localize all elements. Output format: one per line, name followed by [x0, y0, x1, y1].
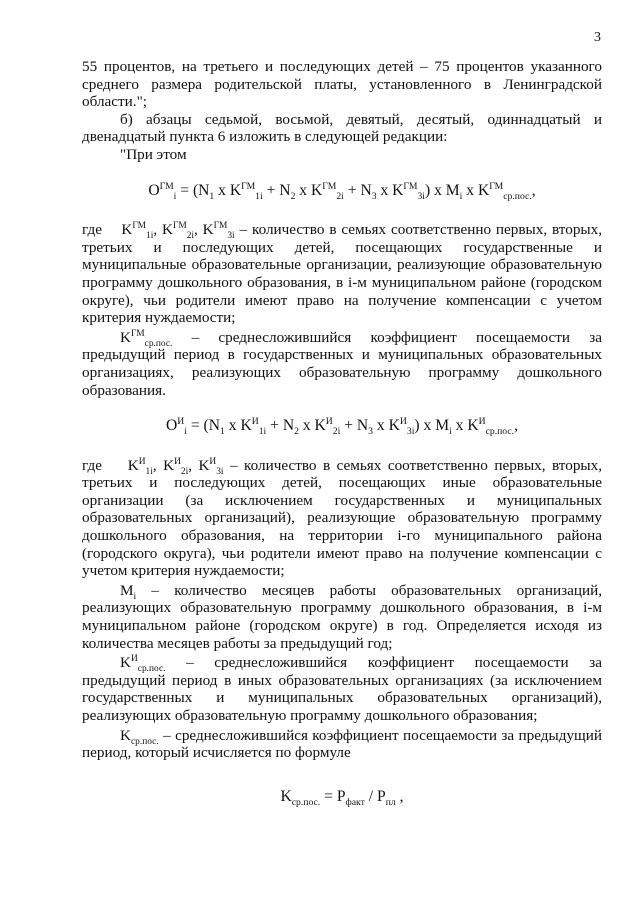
- definition-5: $K^И_{ср.пос.}$ – среднесложившийся коэффициент посещаемости за предыдущий период в иных образовательных организациях (за исключением государственных и муниципальных образовательных организаций), реализующих образовательную программу дошкольного образования;: [82, 654, 602, 724]
- definition-3: где $K^И_{1i}$, $K^И_{2i}$, $K^И_{3i}$ – количество в семьях соответственно первых, вторых, третьих и последующих детей, посещающих иные образовательные организации (за исключением государственных и муниципальных образовательных организаций), реализующие образовательную программу дошкольного образования, на территории i-го муниципального района (городского округа), чьи родители имеют право на получение компенсации с учетом критерия нуждаемости;: [82, 456, 603, 580]
- paragraph-3: "При этом: [120, 145, 187, 163]
- paragraph-2: б) абзацы седьмой, восьмой, девятый, десятый, одиннадцатый и двенадцатый пункта 6 изложить в следующей редакции:: [82, 110, 602, 146]
- definition-2: $K^{ГМ}_{ср.пос.}$ – среднесложившийся коэффициент посещаемости за предыдущий период в государственных и муниципальных образовательных организациях, реализующих образовательную программу дошкольного образования.: [82, 328, 602, 399]
- paragraph-1: 55 процентов, на третьего и последующих детей – 75 процентов указанного среднего размера родительской платы, установленного в Ленинградской области.";: [82, 58, 602, 111]
- formula-2: $O^И_i = (N_1$ x $K^И_{1i} + N_2$ x $K^И_{2i} + N_3$ x $K^И_{3i}$) x $M_i$ x $K^И_{ср.пос.}$,: [166, 415, 518, 438]
- definition-4: $M_i$ – количество месяцев работы образовательных организаций, реализующих образовательную программу дошкольного образования, в i-м муниципальном районе (городском округе) в год. Определяется исходя из количества месяцев работы за предыдущий год;: [82, 581, 603, 652]
- document-body: [82, 58, 602, 815]
- formula-1: $O^{ГМ}_i = (N_1$ x $K^{ГМ}_{1i} + N_2$ x $K^{ГМ}_{2i} + N_3$ x $K^{ГМ}_{3i}$) x $M_i$ x $K^{ГМ}_{ср.пос.}$,: [148, 180, 536, 202]
- formula-3: $K_{ср.пос.} = P_{факт} / P_{пл}$ ,: [280, 787, 404, 808]
- definition-6: $K_{ср.пос.}$ – среднесложившийся коэффициент посещаемости за предыдущий период, который исчисляется по формуле: [82, 726, 603, 762]
- definition-1: где $K^{ГМ}_{1i}$, $K^{ГМ}_{2i}$, $K^{ГМ}_{3i}$ – количество в семьях соответственно первых, вторых, третьих и последующих детей, посещающих государственные и муниципальные образовательные организации, реализующие образовательную программу дошкольного образования, в i-м муниципальном районе (городском округе), чьи родители имеют право на получение компенсации с учетом критерия нуждаемости;: [82, 221, 603, 327]
- page-number: 3: [594, 30, 601, 45]
